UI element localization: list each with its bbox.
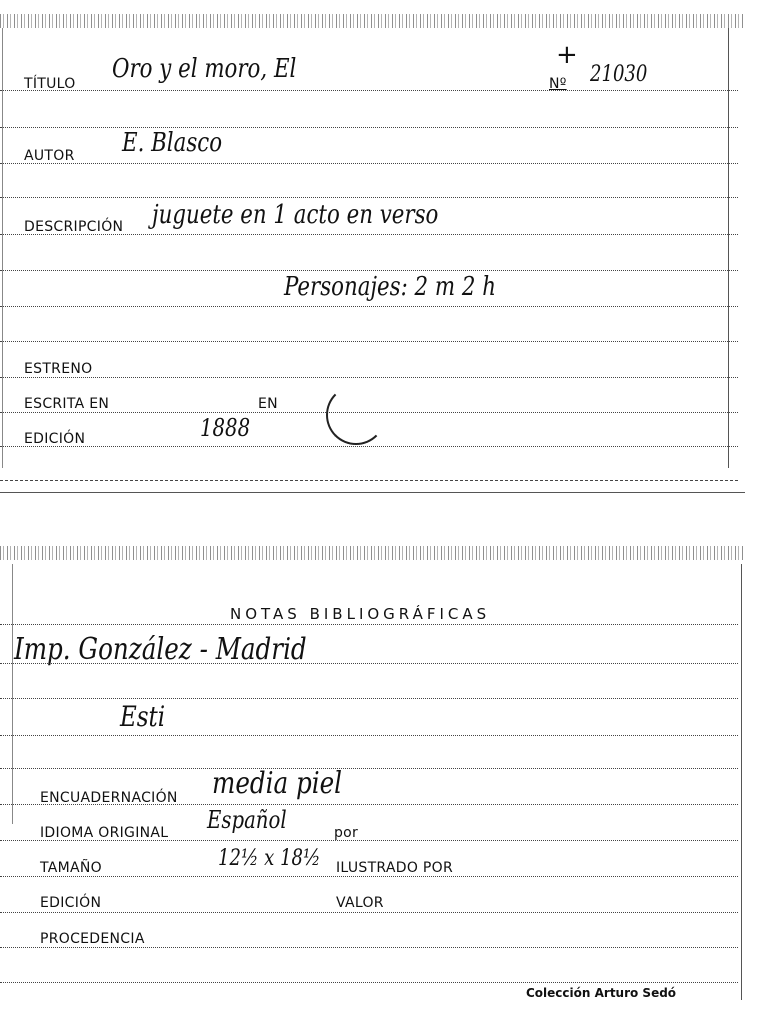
card-left-edge [2, 28, 3, 468]
autor-label: AUTOR [24, 148, 75, 164]
note-line-2: Esti [120, 700, 166, 733]
numero-value: 21030 [590, 62, 648, 87]
por-label: por [334, 825, 359, 841]
estreno-label: ESTRENO [24, 361, 93, 377]
idioma-label: IDIOMA ORIGINAL [40, 825, 169, 841]
rule-titulo [0, 90, 738, 91]
tamano-value: 12½ x 18½ [218, 846, 321, 871]
notas-heading: NOTAS BIBLIOGRÁFICAS [230, 605, 491, 623]
scan-noise-top [0, 14, 745, 28]
descripcion-label: DESCRIPCIÓN [24, 219, 124, 235]
note-line-1: Imp. González - Madrid [14, 632, 307, 667]
rule-bottom [0, 480, 738, 481]
scan-noise-bottom [0, 546, 745, 560]
rule-6 [0, 270, 738, 271]
catalog-card-top [0, 0, 759, 492]
rule-2 [0, 127, 738, 128]
card-left-edge-bottom [12, 564, 13, 824]
edicion-label: EDICIÓN [24, 431, 86, 447]
cross-mark-icon: + [556, 40, 578, 70]
ink-stamp-mark [326, 385, 386, 445]
valor-label: VALOR [336, 895, 384, 911]
rule-procedencia [0, 947, 738, 948]
rule-autor [0, 163, 738, 164]
encuadernacion-value: media piel [212, 766, 343, 801]
titulo-label: TÍTULO [24, 76, 76, 92]
titulo-value: Oro y el moro, El [112, 54, 297, 84]
encuadernacion-label: ENCUADERNACIÓN [40, 790, 178, 806]
collection-credit: Colección Arturo Sedó [526, 986, 677, 1000]
procedencia-label: PROCEDENCIA [40, 931, 145, 947]
ilustrado-label: ILUSTRADO POR [336, 860, 453, 876]
rule-b1 [0, 624, 738, 625]
rule-last [0, 982, 738, 983]
rule-b4 [0, 735, 738, 736]
rule-b5 [0, 768, 738, 769]
rule-edicion-b [0, 912, 738, 913]
rule-edicion [0, 446, 738, 447]
card-right-edge [728, 28, 729, 468]
en-label: EN [258, 396, 278, 412]
idioma-value: Español [207, 806, 287, 834]
autor-value: E. Blasco [122, 128, 223, 158]
card-right-edge-bottom [741, 564, 742, 1000]
edicion-value: 1888 [200, 414, 251, 442]
escrita-en-label: ESCRITA EN [24, 396, 110, 412]
rule-estreno [0, 377, 738, 378]
rule-4 [0, 197, 738, 198]
tamano-label: TAMAÑO [40, 860, 102, 876]
edicion-label-bottom: EDICIÓN [40, 895, 102, 911]
numero-label: Nº [549, 76, 567, 92]
rule-b3 [0, 698, 738, 699]
rule-tamano [0, 876, 738, 877]
rule-8 [0, 341, 738, 342]
card-separator [0, 492, 745, 493]
rule-7 [0, 306, 738, 307]
descripcion-value: juguete en 1 acto en verso [152, 200, 439, 230]
personajes-value: Personajes: 2 m 2 h [284, 272, 496, 302]
